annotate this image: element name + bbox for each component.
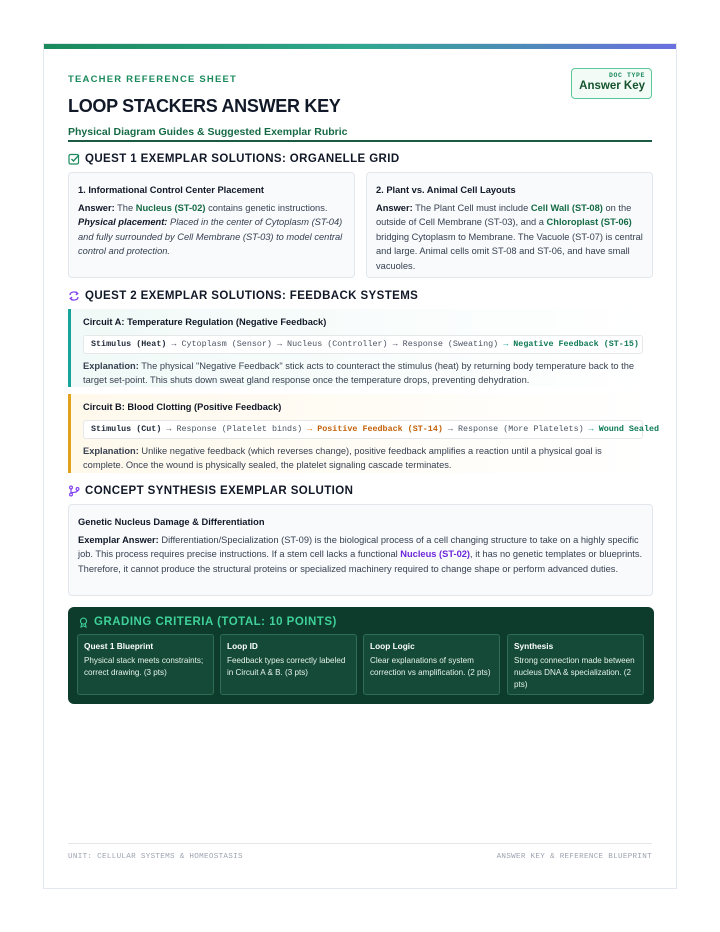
doc-type-label: DOC TYPE xyxy=(608,72,645,79)
quest2-heading xyxy=(68,290,418,302)
circuit-a-flow: Stimulus (Heat) → Cytoplasm (Sensor) → Nucleus (Controller) → Response (Sweating) → Negative Feedback (ST-15) xyxy=(83,335,643,355)
synthesis-answer: Exemplar Answer: Differentiation/Specialization (ST-09) is the biological process of a cell changing structure to take on a highly specific job. This process requires precise instructions. If a stem cell lacks a functional Nucleus (ST-02), it has no genetic templates or blueprints. Therefore, it cannot produce the structural proteins or specialized machinery required to change shape or perform advanced duties. xyxy=(78,534,643,574)
card-title: 2. Plant vs. Animal Cell Layouts xyxy=(376,185,516,195)
card-placement: Physical placement: Placed in the center of Cytoplasm (ST-04) and fully surrounded by Cell Membrane (ST-03) to model central control and protection. xyxy=(78,217,343,256)
answer-key-sheet xyxy=(43,43,677,889)
circuit-a-card xyxy=(68,309,653,387)
criteria-title: Loop ID xyxy=(227,641,258,651)
quest1-card-plant-animal xyxy=(366,172,653,278)
quest2-heading-text: QUEST 2 EXEMPLAR SOLUTIONS: FEEDBACK SYSTEMS xyxy=(85,290,419,302)
grading-heading xyxy=(78,616,337,628)
criteria-title: Loop Logic xyxy=(370,641,415,651)
synthesis-title: Genetic Nucleus Damage & Differentiation xyxy=(78,517,265,527)
footer-divider xyxy=(68,843,652,844)
criteria-desc: Feedback types correctly labeled in Circuit A & B. (3 pts) xyxy=(227,656,346,677)
circuit-a-explanation: Explanation: The physical "Negative Feedback" stick acts to counteract the stimulus (heat) by returning body temperature back to the target set-point. This shuts down sweat gland response once the temperature drops, preventing dehydration. xyxy=(83,361,635,385)
criteria-title: Synthesis xyxy=(514,641,554,651)
quest1-heading-text: QUEST 1 EXEMPLAR SOLUTIONS: ORGANELLE GRID xyxy=(85,153,400,165)
header-divider xyxy=(68,140,652,142)
doc-type-value: Answer Key xyxy=(579,80,645,92)
card-answer: Answer: The Plant Cell must include Cell Wall (ST-08) on the outside of Cell Membrane (ST-03), and a Chloroplast (ST-06) bridging Cytoplasm to Membrane. The Vacuole (ST-07) is central and large. Animal cells omit ST-08 and ST-06, and have small vacuoles. xyxy=(376,202,643,271)
circuit-a-title: Circuit A: Temperature Regulation (Negative Feedback) xyxy=(83,317,327,327)
page-title: LOOP STACKERS ANSWER KEY xyxy=(68,96,341,116)
branch-icon xyxy=(68,485,80,497)
criteria-desc: Strong connection made between nucleus DNA & specialization. (2 pts) xyxy=(514,656,635,689)
doc-type-badge xyxy=(571,68,652,99)
quest1-heading xyxy=(68,153,400,165)
card-answer: Answer: The Nucleus (ST-02) contains genetic instructions. xyxy=(78,202,328,213)
criteria-box xyxy=(507,634,644,695)
criteria-box xyxy=(363,634,500,695)
synthesis-heading xyxy=(68,485,353,497)
award-icon xyxy=(78,617,89,628)
header xyxy=(68,74,652,138)
page-subtitle: Physical Diagram Guides & Suggested Exemplar Rubric xyxy=(68,126,348,138)
criteria-title: Quest 1 Blueprint xyxy=(84,641,154,651)
quest1-card-nucleus xyxy=(68,172,355,278)
loop-arrows-icon xyxy=(68,290,80,302)
criteria-box xyxy=(220,634,357,695)
grading-criteria-panel xyxy=(68,607,654,704)
card-title: 1. Informational Control Center Placement xyxy=(78,185,264,195)
circuit-b-card xyxy=(68,394,660,473)
criteria-box xyxy=(77,634,214,695)
criteria-desc: Physical stack meets constraints; correct drawing. (3 pts) xyxy=(84,656,204,677)
checkbox-icon xyxy=(68,153,80,165)
circuit-b-title: Circuit B: Blood Clotting (Positive Feedback) xyxy=(83,402,282,412)
synthesis-heading-text: CONCEPT SYNTHESIS EXEMPLAR SOLUTION xyxy=(85,485,354,497)
footer-doc-label: ANSWER KEY & REFERENCE BLUEPRINT xyxy=(496,853,652,861)
grading-heading-text: GRADING CRITERIA (TOTAL: 10 POINTS) xyxy=(94,616,337,628)
circuit-b-explanation: Explanation: Unlike negative feedback (which reverses change), positive feedback amplifies a reaction until a physical goal is complete. Once the wound is physically sealed, the platelet signaling cascade terminates. xyxy=(83,446,602,470)
footer-unit: UNIT: CELLULAR SYSTEMS & HOMEOSTASIS xyxy=(68,853,243,861)
gradient-top-bar xyxy=(44,44,676,49)
eyebrow-label: TEACHER REFERENCE SHEET xyxy=(68,74,238,85)
circuit-b-flow: Stimulus (Cut) → Response (Platelet binds) → Positive Feedback (ST-14) → Response (More Platelets) → Wound Sealed xyxy=(83,420,643,440)
synthesis-card xyxy=(68,504,653,596)
criteria-desc: Clear explanations of system correction vs amplification. (2 pts) xyxy=(370,656,491,677)
